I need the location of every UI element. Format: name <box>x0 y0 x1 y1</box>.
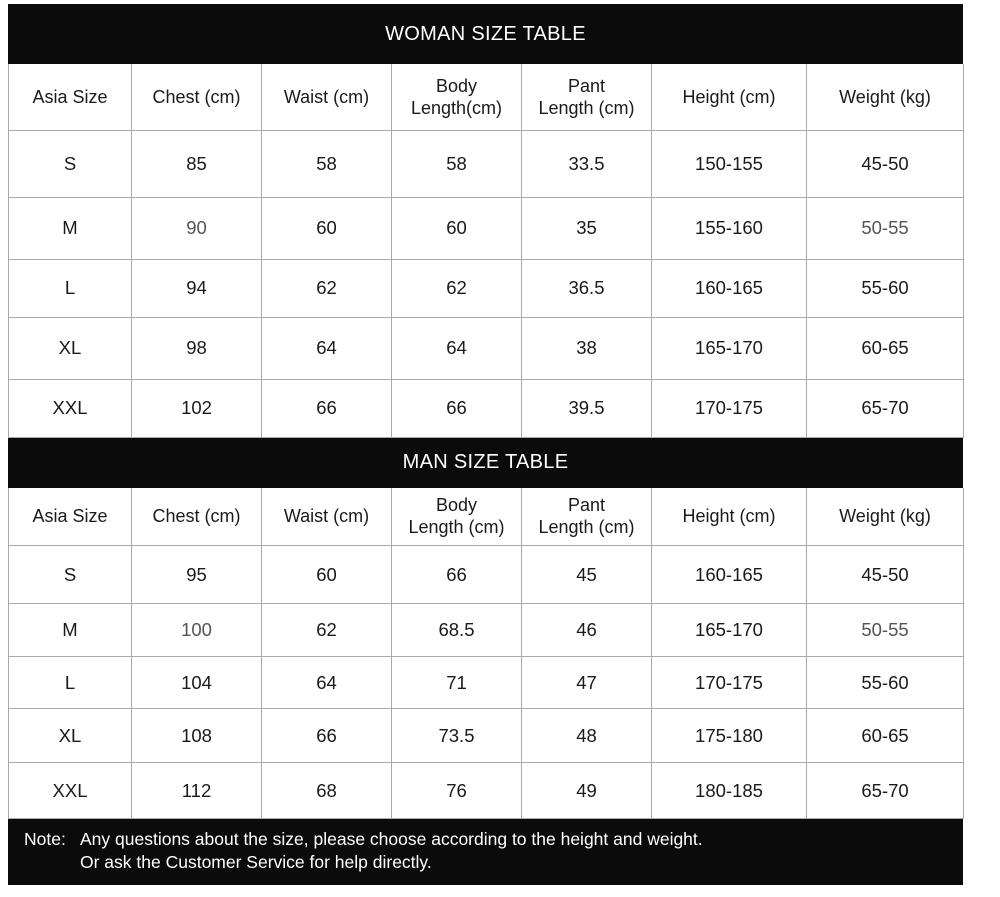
value-cell: 66 <box>392 379 522 437</box>
value-cell: 66 <box>262 379 392 437</box>
value-cell: 102 <box>132 379 262 437</box>
value-cell: 94 <box>132 259 262 317</box>
size-cell: S <box>9 546 132 604</box>
table-row <box>9 657 964 709</box>
value-cell: 65-70 <box>807 763 964 819</box>
table-header <box>9 488 964 546</box>
value-cell: 65-70 <box>807 379 964 437</box>
column-header <box>807 488 964 546</box>
table-row <box>9 317 964 379</box>
header-row <box>9 64 964 130</box>
column-header <box>522 64 652 130</box>
value-cell: 100 <box>132 604 262 657</box>
value-cell: 62 <box>392 259 522 317</box>
table-body <box>9 130 964 437</box>
column-header-text: Body <box>435 495 478 516</box>
value-cell: 95 <box>132 546 262 604</box>
column-header <box>522 488 652 546</box>
column-header-text: Waist (cm) <box>283 86 370 107</box>
note-line <box>24 851 963 874</box>
column-header-text: Length(cm) <box>410 97 503 118</box>
value-cell: 76 <box>392 763 522 819</box>
column-header-text: Weight (kg) <box>839 86 931 107</box>
value-cell: 165-170 <box>652 317 807 379</box>
table-row <box>9 259 964 317</box>
table-row <box>9 763 964 819</box>
value-cell: 47 <box>522 657 652 709</box>
column-header-text: Length (cm) <box>408 517 505 538</box>
value-cell: 39.5 <box>522 379 652 437</box>
table-row <box>9 130 964 197</box>
value-cell: 165-170 <box>652 604 807 657</box>
value-cell: 36.5 <box>522 259 652 317</box>
value-cell: 45-50 <box>807 546 964 604</box>
value-cell: 55-60 <box>807 259 964 317</box>
table-row <box>9 546 964 604</box>
size-cell: XL <box>9 709 132 763</box>
value-cell: 108 <box>132 709 262 763</box>
value-cell: 64 <box>262 317 392 379</box>
value-cell: 58 <box>262 130 392 197</box>
note-text-line2: Or ask the Customer Service for help directly. <box>80 852 432 872</box>
value-cell: 45-50 <box>807 130 964 197</box>
table-header <box>9 64 964 130</box>
size-note <box>8 819 963 885</box>
column-header <box>262 488 392 546</box>
value-cell: 175-180 <box>652 709 807 763</box>
value-cell: 73.5 <box>392 709 522 763</box>
size-cell: XXL <box>9 763 132 819</box>
value-cell: 50-55 <box>807 604 964 657</box>
value-cell: 38 <box>522 317 652 379</box>
value-cell: 64 <box>262 657 392 709</box>
man-size-table <box>8 488 964 820</box>
value-cell: 170-175 <box>652 657 807 709</box>
woman-table-title: WOMAN SIZE TABLE <box>8 4 963 64</box>
value-cell: 48 <box>522 709 652 763</box>
man-table-title: MAN SIZE TABLE <box>8 438 963 488</box>
value-cell: 155-160 <box>652 197 807 259</box>
value-cell: 49 <box>522 763 652 819</box>
value-cell: 60 <box>392 197 522 259</box>
column-header-text: Length (cm) <box>538 517 635 538</box>
value-cell: 160-165 <box>652 546 807 604</box>
column-header-text: Height (cm) <box>682 506 776 527</box>
value-cell: 104 <box>132 657 262 709</box>
column-header-text: Length (cm) <box>538 97 635 118</box>
column-header-text: Waist (cm) <box>283 506 370 527</box>
column-header <box>9 488 132 546</box>
value-cell: 46 <box>522 604 652 657</box>
value-cell: 35 <box>522 197 652 259</box>
column-header <box>392 488 522 546</box>
value-cell: 66 <box>262 709 392 763</box>
woman-size-table <box>8 64 964 438</box>
value-cell: 90 <box>132 197 262 259</box>
column-header-text: Chest (cm) <box>152 86 241 107</box>
value-cell: 62 <box>262 604 392 657</box>
note-text-line1: Any questions about the size, please choose according to the height and weight. <box>80 829 703 849</box>
value-cell: 60-65 <box>807 709 964 763</box>
column-header-text: Pant <box>567 75 606 96</box>
value-cell: 160-165 <box>652 259 807 317</box>
value-cell: 55-60 <box>807 657 964 709</box>
column-header-text: Body <box>435 75 478 96</box>
column-header-text: Chest (cm) <box>152 506 241 527</box>
value-cell: 180-185 <box>652 763 807 819</box>
value-cell: 45 <box>522 546 652 604</box>
column-header-text: Asia Size <box>32 506 108 527</box>
value-cell: 85 <box>132 130 262 197</box>
size-cell: M <box>9 604 132 657</box>
value-cell: 64 <box>392 317 522 379</box>
size-cell: L <box>9 259 132 317</box>
value-cell: 112 <box>132 763 262 819</box>
size-cell: L <box>9 657 132 709</box>
size-cell: M <box>9 197 132 259</box>
column-header <box>9 64 132 130</box>
column-header <box>652 64 807 130</box>
size-cell: S <box>9 130 132 197</box>
header-row <box>9 488 964 546</box>
value-cell: 68.5 <box>392 604 522 657</box>
value-cell: 33.5 <box>522 130 652 197</box>
value-cell: 150-155 <box>652 130 807 197</box>
size-cell: XL <box>9 317 132 379</box>
column-header-text: Asia Size <box>32 86 108 107</box>
table-row <box>9 604 964 657</box>
value-cell: 98 <box>132 317 262 379</box>
size-chart <box>8 4 963 885</box>
table-row <box>9 379 964 437</box>
value-cell: 71 <box>392 657 522 709</box>
value-cell: 60 <box>262 546 392 604</box>
column-header <box>132 488 262 546</box>
table-row <box>9 197 964 259</box>
value-cell: 66 <box>392 546 522 604</box>
column-header <box>262 64 392 130</box>
size-cell: XXL <box>9 379 132 437</box>
column-header <box>652 488 807 546</box>
column-header-text: Weight (kg) <box>839 506 931 527</box>
column-header <box>807 64 964 130</box>
column-header-text: Height (cm) <box>682 86 776 107</box>
value-cell: 50-55 <box>807 197 964 259</box>
table-body <box>9 546 964 819</box>
value-cell: 62 <box>262 259 392 317</box>
value-cell: 60 <box>262 197 392 259</box>
column-header <box>132 64 262 130</box>
column-header-text: Pant <box>567 495 606 516</box>
table-row <box>9 709 964 763</box>
note-line <box>24 828 963 851</box>
value-cell: 68 <box>262 763 392 819</box>
note-prefix: Note: <box>24 829 66 849</box>
value-cell: 60-65 <box>807 317 964 379</box>
column-header <box>392 64 522 130</box>
value-cell: 58 <box>392 130 522 197</box>
value-cell: 170-175 <box>652 379 807 437</box>
